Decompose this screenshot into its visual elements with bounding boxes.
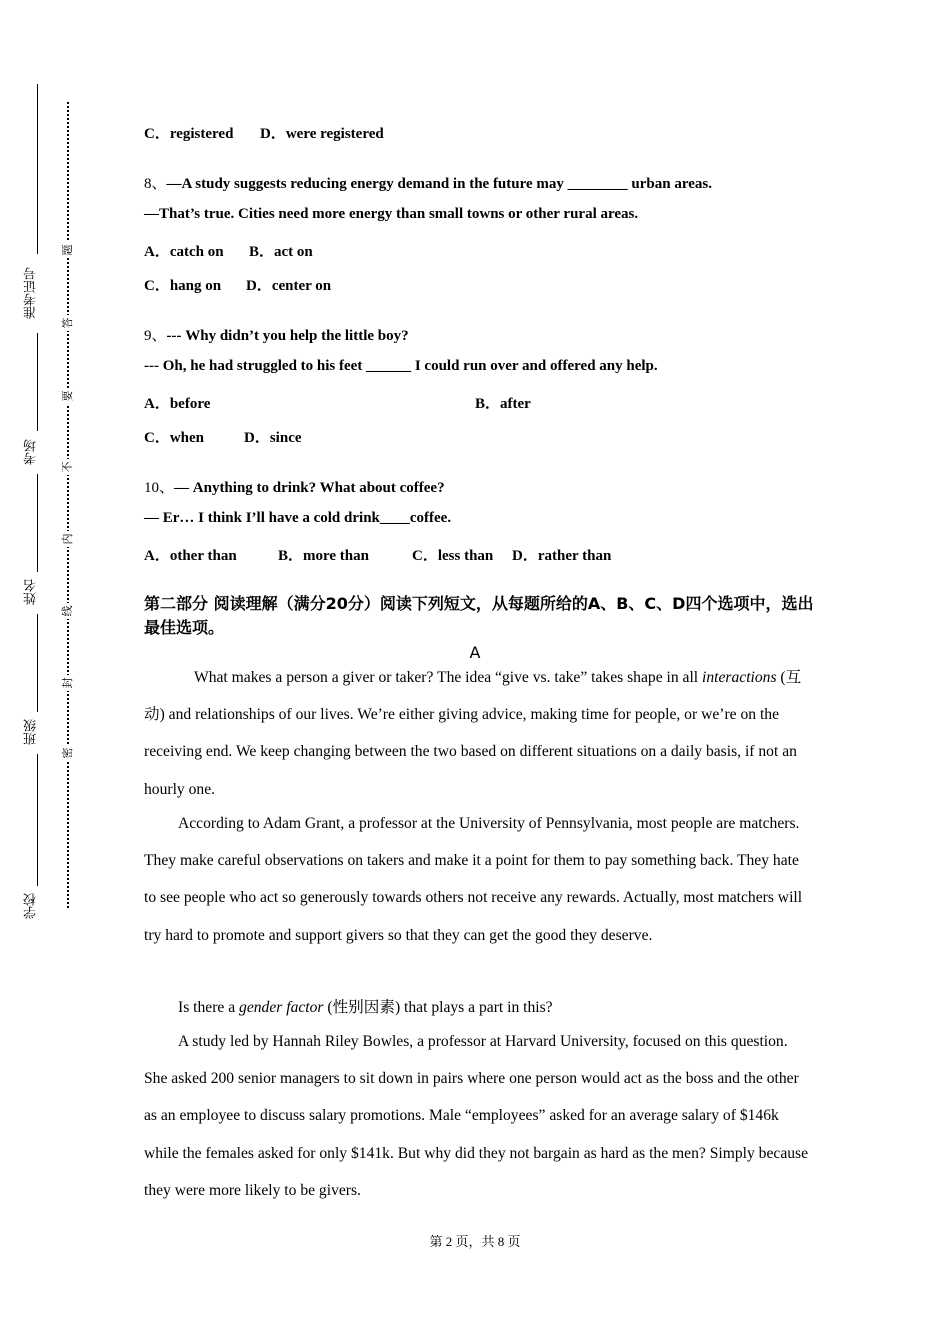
question-8-reply: —That’s true. Cities need more energy than small towns or other rural areas. bbox=[144, 206, 639, 222]
margin-line bbox=[37, 333, 38, 431]
passage-title: A bbox=[469, 643, 481, 662]
question-8-stem: 8、—A study suggests reducing energy demand in the future may ________ urban areas. bbox=[144, 176, 712, 192]
question-10-stem: 10、— Anything to drink? What about coffee? bbox=[144, 480, 445, 496]
option-d: D．were registered bbox=[260, 126, 384, 142]
margin-line bbox=[37, 754, 38, 886]
section-heading: 第二部分 阅读理解（满分20分）阅读下列短文，从每题所给的A、B、C、D四个选项中，选出最佳选项。 bbox=[144, 594, 814, 637]
margin-label-name: 姓名 bbox=[24, 579, 39, 605]
margin-line bbox=[37, 474, 38, 572]
seal-char: 线 bbox=[61, 603, 75, 619]
margin-label-exam-number: 准考证号 bbox=[24, 267, 39, 319]
seal-char: 封 bbox=[61, 675, 75, 691]
margin-label-exam-room: 考场 bbox=[24, 439, 39, 465]
option-c: C．registered bbox=[144, 126, 234, 142]
option-c: C．less than bbox=[412, 548, 494, 564]
margin-label-class: 班级 bbox=[24, 719, 39, 745]
question-9-stem: 9、--- Why didn’t you help the little boy? bbox=[144, 328, 409, 344]
option-c: C．hang on bbox=[144, 278, 222, 294]
seal-char: 内 bbox=[61, 531, 75, 547]
page-footer: 第 2 页，共 8 页 bbox=[429, 1234, 521, 1249]
margin-label-school: 学校 bbox=[24, 893, 39, 919]
passage-paragraph-2: According to Adam Grant, a professor at the University of Pennsylvania, most people are matchers. They make careful observations on takers and make it a point for them to pay something back. They hate to see people who act so generously towards others not receive any rewards. Actually, most matchers will try hard to promote and support givers so that they can get the good they deserve. bbox=[144, 815, 803, 944]
option-a: A．other than bbox=[144, 548, 237, 564]
option-a: A．catch on bbox=[144, 244, 224, 260]
option-d: D．since bbox=[244, 430, 302, 446]
question-10-reply: — Er… I think I’ll have a cold drink____coffee. bbox=[144, 510, 452, 526]
option-d: D．rather than bbox=[512, 548, 612, 564]
option-a: A．before bbox=[144, 396, 211, 412]
seal-char: 答 bbox=[61, 315, 75, 331]
passage-paragraph-3: Is there a gender factor (性别因素) that plays a part in this? bbox=[178, 999, 553, 1016]
margin-line bbox=[37, 614, 38, 712]
passage-paragraph-1: What makes a person a giver or taker? The idea “give vs. take” takes shape in all interactions (互动) and relationships of our lives. We’re either giving advice, making time for people, or we’re on the receiving end. We keep changing between the two based on different situations on a daily basis, if not an hourly one. bbox=[144, 669, 802, 798]
margin-line bbox=[37, 84, 38, 254]
option-b: B．more than bbox=[278, 548, 369, 564]
seal-char: 密 bbox=[61, 745, 75, 761]
seal-char: 不 bbox=[61, 459, 75, 475]
question-9-reply: --- Oh, he had struggled to his feet ______ I could run over and offered any help. bbox=[144, 358, 658, 374]
seal-dotted-line bbox=[67, 102, 69, 908]
seal-char: 题 bbox=[61, 242, 75, 258]
passage-paragraph-4: A study led by Hannah Riley Bowles, a professor at Harvard University, focused on this question. She asked 200 senior managers to sit down in pairs where one person would act as the boss and the other as an employee to discuss salary promotions. Male “employees” asked for an average salary of $146k while the females asked for only $141k. But why did they not bargain as hard as the men? Simply because they were more likely to be givers. bbox=[144, 1033, 809, 1199]
option-b: B．after bbox=[475, 396, 531, 412]
seal-char: 要 bbox=[61, 388, 75, 404]
option-d: D．center on bbox=[246, 278, 332, 294]
option-b: B．act on bbox=[249, 244, 313, 260]
option-c: C．when bbox=[144, 430, 205, 446]
